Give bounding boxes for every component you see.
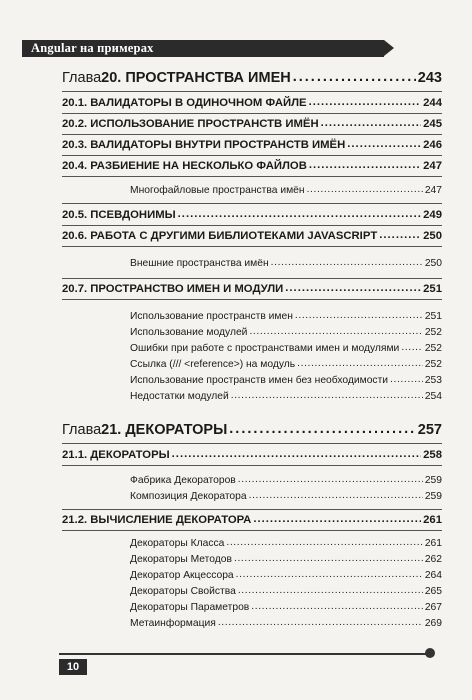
subsection-title: Недостатки модулей bbox=[130, 391, 229, 402]
section-title: 20.1. ВАЛИДАТОРЫ В ОДИНОЧНОМ ФАЙЛЕ bbox=[62, 97, 307, 109]
dot-leader bbox=[226, 537, 422, 548]
separator bbox=[62, 113, 442, 114]
subsection-page: 265 bbox=[424, 586, 442, 597]
dot-leader bbox=[231, 390, 423, 401]
dot-leader bbox=[249, 490, 423, 501]
chapter-label: Глава bbox=[62, 422, 102, 438]
toc-subsection[interactable] bbox=[130, 343, 442, 354]
section-title: 20.5. ПСЕВДОНИМЫ bbox=[62, 209, 176, 221]
chapter-page: 257 bbox=[417, 422, 442, 438]
subsection-title: Использование пространств имен bbox=[130, 311, 293, 322]
separator bbox=[62, 134, 442, 135]
section-page: 251 bbox=[423, 283, 442, 295]
book-title: Angular на примерах bbox=[31, 41, 154, 55]
separator bbox=[62, 299, 442, 300]
separator bbox=[62, 246, 442, 247]
chapter-label: Глава bbox=[62, 70, 102, 86]
subsection-title: Декораторы Класса bbox=[130, 538, 225, 549]
dot-leader bbox=[307, 184, 423, 195]
subsection-title: Ссылка (/// <reference>) на модуль bbox=[130, 359, 296, 370]
section-title: 20.3. ВАЛИДАТОРЫ ВНУТРИ ПРОСТРАНСТВ ИМЁН bbox=[62, 139, 346, 151]
subsection-page: 267 bbox=[424, 602, 442, 613]
separator bbox=[62, 155, 442, 156]
toc-subsection[interactable] bbox=[130, 375, 442, 386]
section-title: 20.4. РАЗБИЕНИЕ НА НЕСКОЛЬКО ФАЙЛОВ bbox=[62, 160, 307, 172]
toc-subsection[interactable] bbox=[130, 359, 442, 370]
toc-subsection[interactable] bbox=[130, 586, 442, 597]
dot-leader bbox=[379, 229, 421, 241]
section-page: 250 bbox=[423, 230, 442, 242]
toc-section[interactable] bbox=[62, 514, 442, 526]
dot-leader bbox=[401, 342, 423, 353]
dot-leader bbox=[218, 617, 423, 628]
separator bbox=[62, 443, 442, 444]
dot-leader bbox=[249, 326, 422, 337]
subsection-title: Метаинформация bbox=[130, 618, 216, 629]
dot-leader bbox=[236, 569, 423, 580]
subsection-title: Многофайловые пространства имён bbox=[130, 185, 305, 196]
dot-leader bbox=[251, 601, 423, 612]
subsection-page: 259 bbox=[424, 475, 442, 486]
dot-leader bbox=[295, 310, 423, 321]
dot-leader bbox=[309, 96, 422, 108]
footer-dot bbox=[425, 648, 435, 658]
subsection-page: 252 bbox=[424, 327, 442, 338]
subsection-page: 252 bbox=[424, 343, 442, 354]
subsection-page: 251 bbox=[424, 311, 442, 322]
section-page: 244 bbox=[423, 97, 442, 109]
running-header bbox=[22, 40, 384, 57]
dot-leader bbox=[347, 138, 421, 150]
subsection-page: 254 bbox=[424, 391, 442, 402]
separator bbox=[62, 509, 442, 510]
separator bbox=[62, 530, 442, 531]
subsection-page: 247 bbox=[424, 185, 442, 196]
dot-leader bbox=[285, 282, 421, 294]
toc-section[interactable] bbox=[62, 230, 442, 242]
section-title: 21.1. ДЕКОРАТОРЫ bbox=[62, 449, 170, 461]
separator bbox=[62, 225, 442, 226]
subsection-page: 259 bbox=[424, 491, 442, 502]
section-title: 21.2. ВЫЧИСЛЕНИЕ ДЕКОРАТОРА bbox=[62, 514, 252, 526]
dot-leader bbox=[253, 513, 421, 525]
subsection-page: 261 bbox=[424, 538, 442, 549]
separator bbox=[62, 203, 442, 204]
header-arrow-shape bbox=[384, 40, 394, 56]
toc-subsection[interactable] bbox=[130, 602, 442, 613]
subsection-page: 250 bbox=[424, 258, 442, 269]
chapter-title: 21. ДЕКОРАТОРЫ bbox=[101, 422, 228, 438]
dot-leader bbox=[309, 159, 421, 171]
toc-subsection[interactable] bbox=[130, 618, 442, 629]
subsection-title: Декораторы Свойства bbox=[130, 586, 236, 597]
toc-subsection[interactable] bbox=[130, 475, 442, 486]
dot-leader bbox=[271, 257, 423, 268]
toc-subsection[interactable] bbox=[130, 311, 442, 322]
dot-leader bbox=[390, 374, 423, 385]
section-page: 261 bbox=[423, 514, 442, 526]
chapter-title: 20. ПРОСТРАНСТВА ИМЕН bbox=[101, 70, 291, 86]
subsection-page: 264 bbox=[424, 570, 442, 581]
subsection-title: Декораторы Параметров bbox=[130, 602, 250, 613]
section-title: 20.2. ИСПОЛЬЗОВАНИЕ ПРОСТРАНСТВ ИМЁН bbox=[62, 118, 319, 130]
subsection-title: Ошибки при работе с пространствами имен и модулями bbox=[130, 343, 400, 354]
subsection-title: Декоратор Акцессора bbox=[130, 570, 234, 581]
separator bbox=[62, 465, 442, 466]
section-title: 20.7. ПРОСТРАНСТВО ИМЕН И МОДУЛИ bbox=[62, 283, 284, 295]
dot-leader bbox=[178, 208, 421, 220]
toc-section[interactable] bbox=[62, 449, 442, 461]
section-page: 246 bbox=[423, 139, 442, 151]
toc-subsection[interactable] bbox=[130, 491, 442, 502]
subsection-title: Фабрика Декораторов bbox=[130, 475, 236, 486]
toc-subsection[interactable] bbox=[130, 327, 442, 338]
chapter-page: 243 bbox=[417, 70, 442, 86]
subsection-title: Декораторы Методов bbox=[130, 554, 232, 565]
dot-leader bbox=[321, 117, 422, 129]
dot-leader bbox=[238, 585, 423, 596]
toc-subsection[interactable] bbox=[130, 538, 442, 549]
subsection-page: 269 bbox=[424, 618, 442, 629]
dot-leader bbox=[172, 448, 421, 460]
footer-rule bbox=[59, 653, 430, 655]
toc-chapter[interactable] bbox=[62, 422, 442, 438]
toc-subsection[interactable] bbox=[130, 554, 442, 565]
dot-leader bbox=[238, 474, 423, 485]
dot-leader bbox=[297, 358, 423, 369]
section-title: 20.6. РАБОТА С ДРУГИМИ БИБЛИОТЕКАМИ JAVASCRIPT bbox=[62, 230, 378, 242]
dot-leader bbox=[293, 69, 416, 85]
toc-subsection[interactable] bbox=[130, 258, 442, 269]
section-page: 258 bbox=[423, 449, 442, 461]
toc-section[interactable] bbox=[62, 209, 442, 221]
toc-section[interactable] bbox=[62, 97, 442, 109]
separator bbox=[62, 91, 442, 92]
subsection-title: Использование модулей bbox=[130, 327, 248, 338]
subsection-title: Использование пространств имен без необходимости bbox=[130, 375, 389, 386]
subsection-page: 253 bbox=[424, 375, 442, 386]
section-page: 245 bbox=[423, 118, 442, 130]
toc-section[interactable] bbox=[62, 283, 442, 295]
page-number: 10 bbox=[59, 659, 87, 675]
separator bbox=[62, 176, 442, 177]
toc-subsection[interactable] bbox=[130, 185, 442, 196]
section-page: 249 bbox=[423, 209, 442, 221]
separator bbox=[62, 278, 442, 279]
toc-section[interactable] bbox=[62, 139, 442, 151]
toc-chapter[interactable] bbox=[62, 70, 442, 86]
subsection-title: Внешние пространства имён bbox=[130, 258, 269, 269]
subsection-page: 252 bbox=[424, 359, 442, 370]
toc-section[interactable] bbox=[62, 160, 442, 172]
dot-leader bbox=[234, 553, 423, 564]
subsection-page: 262 bbox=[424, 554, 442, 565]
toc-subsection[interactable] bbox=[130, 391, 442, 402]
section-page: 247 bbox=[423, 160, 442, 172]
dot-leader bbox=[229, 421, 416, 437]
subsection-title: Композиция Декоратора bbox=[130, 491, 247, 502]
toc-section[interactable] bbox=[62, 118, 442, 130]
toc-subsection[interactable] bbox=[130, 570, 442, 581]
